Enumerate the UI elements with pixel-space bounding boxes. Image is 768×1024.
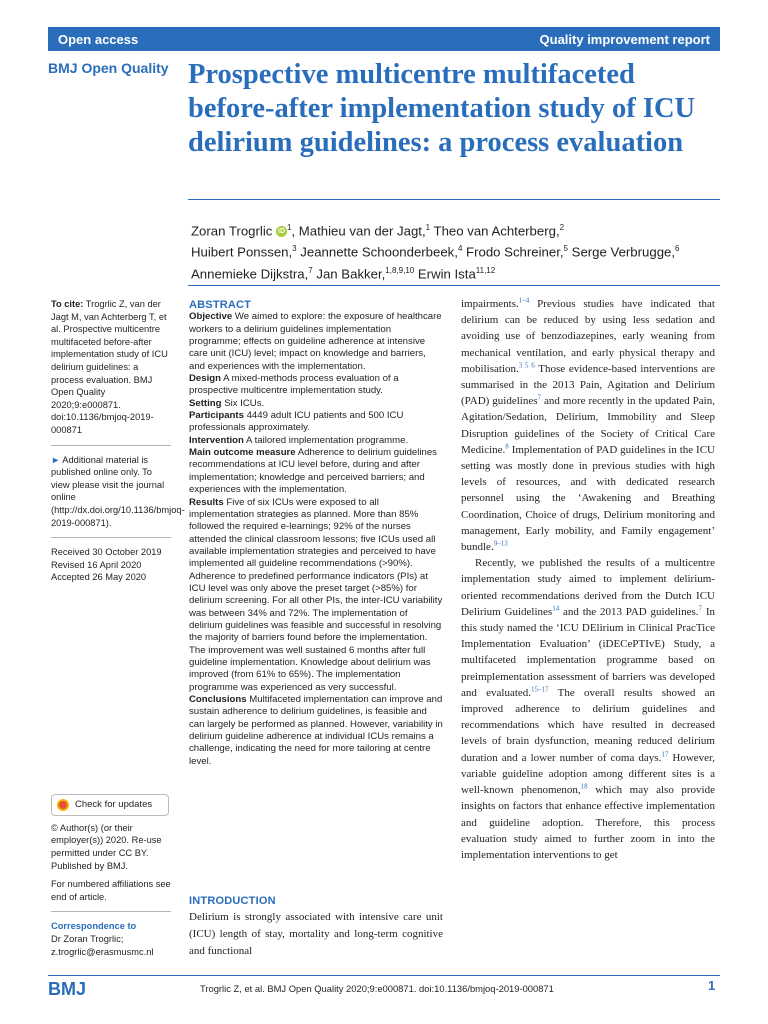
accepted-date: Accepted 26 May 2020 [51,572,147,583]
body-paragraph: impairments.$^{1-4}$ Previous studies have indicated that delirium can be reduced by using less sedation and avoiding use of benzodiazepines, early weaning from mechanical ventilation, and early physical therapy and mobilisation.$^{3 5 6}$ Those evidence-based interventions are summarised in the 2013 Pain, Agitation and Delirium (PAD) guidelines$^7$ and more recently in the updated Pain, Agitation/Sedation, Delirium, Immobility and Sleep Disruption guidelines of the Society of Critical Care Medicine.$^8$ Implementation of PAD guidelines in the ICU setting was mostly done in previous studies with high levels of resources, and with dedicated research personnel using the ‘Awakening and Breathing Coordination, Choice of drugs, Delirium monitoring and management, Early mobility, and Family engagement’ bundle.$^{9-13}$ [461,296,715,554]
page-number: 1 [708,978,716,993]
abstract-conclusions: Conclusions Multifaceted implementation can improve and sustain adherence to delirium guidelines, is feasible and can largely be performed as planned. However, variability in delirium guideline adherence at individual ICUs remains a challenge, indicating the need for more tailoring at centre level. [189,694,443,767]
check-for-updates-button[interactable]: Check for updates [51,794,169,816]
abstract-intervention: Intervention A tailored implementation programme. [189,434,409,446]
open-access-label: Open access [58,31,139,47]
reference-link[interactable]: 1–4 [518,296,530,305]
body-text-column [461,296,715,863]
author-name[interactable]: Zoran Trogrlic [191,223,273,239]
footer-citation: Trogrlic Z, et al. BMJ Open Quality 2020;9:e000871. doi:10.1136/bmjoq-2019-000871 [200,983,554,994]
abstract-heading: ABSTRACT [189,299,252,311]
copyright-notice: © Author(s) (or their employer(s)) 2020. Re-use permitted under CC BY. Published by BMJ. [51,822,162,871]
footer-divider [48,975,720,976]
additional-material-note[interactable]: ► Additional material is published online only. To view please visit the journal online (http://dx.doi.org/10.1136/bmjoq-2019-000871). [51,454,185,528]
title-divider [188,199,720,200]
reference-link[interactable]: 15–17 [531,685,549,694]
reference-link[interactable]: 7 [537,393,542,402]
citation-block: To cite: Trogrlic Z, van der Jagt M, van Achterberg T, et al. Prospective multicentre multifaceted before-after implementation study of ICU delirium guidelines: a process evaluation. BMJ Open Quality 2020;9:e000871. doi:10.1136/bmjoq-2019-000871 [51,299,168,435]
reference-link[interactable]: 14 [552,604,560,613]
abstract-participants: Participants 4449 adult ICU patients and 500 ICU professionals approximately. [189,410,404,434]
authors-divider [188,285,720,286]
received-date: Received 30 October 2019 [51,547,162,558]
orcid-icon[interactable]: iD [278,228,286,236]
abstract-design: Design A mixed-methods process evaluation of a prospective multicentre implementation study. [189,373,399,397]
abstract-setting: Setting Six ICUs. [189,397,265,409]
reference-link[interactable]: 3 5 6 [518,361,535,370]
bmj-logo: BMJ [48,979,87,999]
crossmark-icon [57,799,69,811]
sidebar-divider [51,911,171,912]
sidebar-divider [51,537,171,538]
abstract-objective: Objective We aimed to explore: the exposure of healthcare workers to a delirium guidelines implementation programme; effects on guideline adherence at intensive care unit (ICU) level; impact on knowledge and barriers, and experiences with the implementation. [189,311,442,372]
abstract-outcome: Main outcome measure Adherence to delirium guidelines recommendations at ICU level before, during and after implementation; knowledge and perceived barriers; and experiences with the implementation. [189,447,437,496]
author-list: Zoran Trogrlic iD $^1$, Mathieu van der Jagt,$^1$ Theo van Achterberg,$^2$ Huibert Ponssen,$^3$ Jeannette Schoonderbeek,$^4$ Frodo Schreiner,$^5$ Serge Verbrugge,$^6$ Annemieke Dijkstra,$^7$ Jan Bakker,$^{1,8,9,10}$ Erwin Ista$^{11,12}$ [191,223,680,282]
introduction-text: Delirium is strongly associated with intensive care unit (ICU) length of stay, mortality and long-term cognitive and functional [189,911,443,957]
top-banner [48,27,720,51]
correspondence-email[interactable]: z.trogrlic@erasmusmc.nl [51,946,154,957]
reference-link[interactable]: 7 [698,604,703,613]
reference-link[interactable]: 18 [580,782,588,791]
article-title: Prospective multicentre multifaceted before-after implementation study of ICU delirium guidelines: a process evaluation [188,59,696,158]
triangle-bullet-icon: ► [51,454,61,465]
abstract [189,299,443,768]
reference-link[interactable]: 9–13 [493,539,508,548]
reference-link[interactable]: 8 [505,442,509,451]
sidebar [51,298,185,958]
sidebar-spacer [51,584,171,794]
abstract-results: Results Five of six ICUs were exposed to all implementation strategies as planned. More than 85% followed the required e-learnings; 92% of the nurses attended the clinical classroom lessons; five ICUs used all available implementation strategies and perceived to have implemented all guideline recommendations (>90%). Adherence to predefined performance indicators (PIs) at ICU level was only above the preset target (>85%) for delirium screening. For all other PIs, the inter-ICU variability was between 34% and 72%. The implementation of delirium guidelines was feasible and successful in resolving the majority of barriers found before the implementation. The improvement was well sustained 6 months after full guideline implementation. Knowledge about delirium was improved (from 61% to 65%). The implementation programme was experienced as very successful. [189,496,443,693]
reference-link[interactable]: 17 [661,750,669,759]
affiliations-note: For numbered affiliations see end of article. [51,879,171,902]
article-type-label: Quality improvement report [539,31,710,47]
correspondence-heading: Correspondence to [51,921,137,932]
correspondence-name: Dr Zoran Trogrlic; [51,934,124,945]
sidebar-divider [51,445,171,446]
journal-name: BMJ Open Quality [48,60,169,76]
body-paragraph: Recently, we published the results of a multicentre implementation study aimed to implement delirium-oriented recommendations derived from the Dutch ICU Delirium Guidelines$^{14}$ and the 2013 PAD guidelines.$^7$ In this study named the ‘ICU DElirium in Clinical PracTice Implementation Evaluation’ (iDECePTIvE) Study, a multifaceted implementation programme based on preimplementation assessment of barriers was developed and evaluated.$^{15-17}$ The overall results showed an improved adherence to delirium guidelines and recommendations which have resulted in decreased levels of brain dysfunction, meaning reduced delirium duration and a lower number of coma days.$^{17}$ However, variable guideline adoption among different sites is a well-known phenomenon,$^{18}$ which may also provide insights on factors that enhance effective implementation and guideline adoption. Therefore, this process evaluation study aimed to further zoom in into the implementation interventions to get [461,557,716,861]
introduction-heading: INTRODUCTION [189,895,276,907]
revised-date: Revised 16 April 2020 [51,559,142,570]
